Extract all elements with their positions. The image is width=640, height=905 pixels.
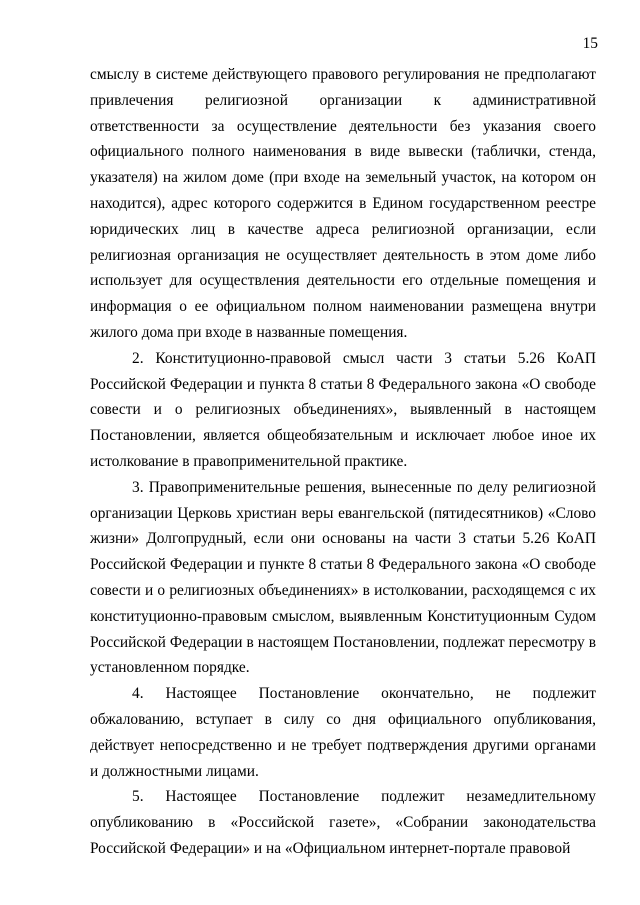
page-number: 15	[582, 35, 598, 52]
paragraph-item-3: 3. Правоприменительные решения, вынесенные по делу религиозной организации Церковь христиан веры евангельской (пятидесятников) «Слово жизни» Долгопрудный, если они основаны на части 3 статьи 5.26 КоАП Российской Федерации и пункте 8 статьи 8 Федерального закона «О свободе совести и о религиозных объединениях» в истолковании, расходящемся с их конституционно-правовым смыслом, выявленным Конституционным Судом Российской Федерации в настоящем Постановлении, подлежат пересмотру в установленном порядке.	[90, 478, 596, 677]
document-body	[90, 62, 596, 862]
paragraph-continuation: смыслу в системе действующего правового регулирования не предполагают привлечения религиозной организации к административной ответственности за осуществление деятельности без указания своего официального полного наименования в виде вывески (таблички, стенда, указателя) на жилом доме (при входе на земельный участок, на котором он находится), адрес которого содержится в Едином государственном реестре юридических лиц в качестве адреса религиозной организации, если религиозная организация не осуществляет деятельность в этом доме либо использует для осуществления деятельности его отдельные помещения и информация о ее официальном полном наименовании размещена внутри жилого дома при входе в названные помещения.	[90, 66, 596, 341]
paragraph-item-4: 4. Настоящее Постановление окончательно, не подлежит обжалованию, вступает в силу со дня официального опубликования, действует непосредственно и не требует подтверждения другими органами и должностными лицами.	[90, 685, 596, 780]
paragraph-item-5: 5. Настоящее Постановление подлежит незамедлительному опубликованию в «Российской газете», «Собрании законодательства Российской Федерации» и на «Официальном интернет-портале правовой	[90, 788, 596, 857]
paragraph-item-2: 2. Конституционно-правовой смысл части 3 статьи 5.26 КоАП Российской Федерации и пункта 8 статьи 8 Федерального закона «О свободе совести и о религиозных объединениях», выявленный в настоящем Постановлении, является общеобязательным и исключает любое иное их истолкование в правоприменительной практике.	[90, 349, 596, 470]
